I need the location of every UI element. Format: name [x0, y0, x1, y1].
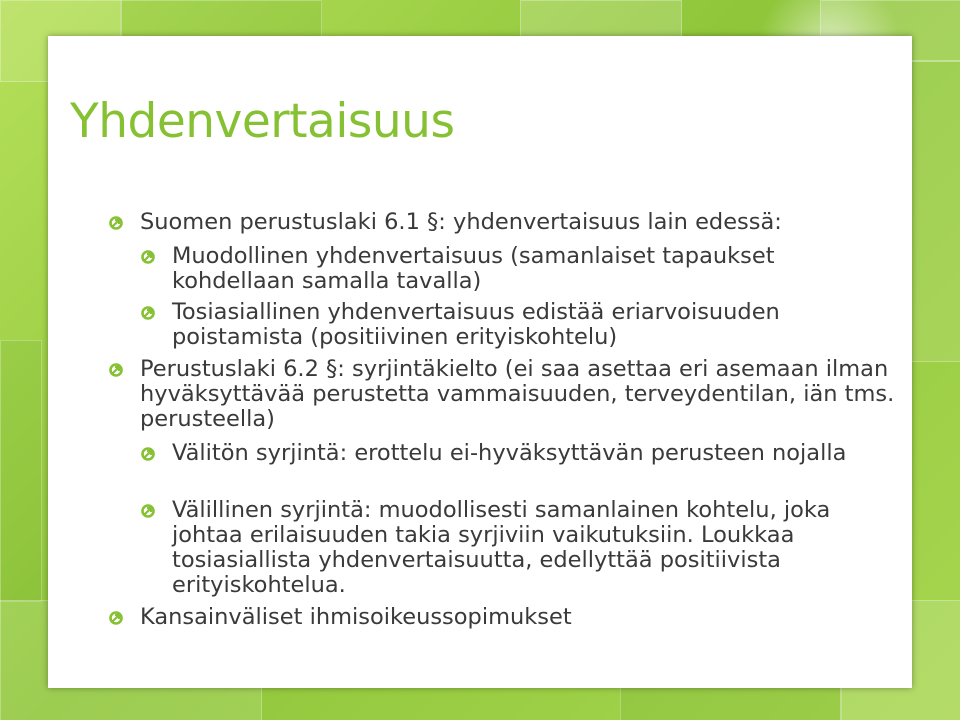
bullet-text: Kansainväliset ihmisoikeussopimukset [140, 604, 572, 630]
radial-arrow-icon [140, 246, 158, 268]
radial-arrow-icon [108, 359, 126, 381]
bullet-text: Perustuslaki 6.2 §: syrjintäkielto (ei saa asettaa eri asemaan ilman hyväksyttävää perustetta vammaisuuden, terveydentilan, iän tms. perusteella) [140, 356, 895, 432]
bullet-text: Tosiasiallinen yhdenvertaisuus edistää eriarvoisuuden poistamista (positiivinen erityiskohtelu) [172, 299, 780, 350]
bullet-text: Muodollinen yhdenvertaisuus (samanlaiset tapaukset kohdellaan samalla tavalla) [172, 243, 775, 294]
bullet-text: Välitön syrjintä: erottelu ei-hyväksyttävän perusteen nojalla [172, 440, 847, 466]
radial-arrow-icon [108, 607, 126, 629]
slide-title: Yhdenvertaisuus [70, 94, 455, 149]
radial-arrow-icon [140, 302, 158, 324]
radial-arrow-icon [140, 443, 158, 465]
radial-arrow-icon [140, 500, 158, 522]
radial-arrow-icon [108, 212, 126, 234]
bullet-text: Suomen perustuslaki 6.1 §: yhdenvertaisuus lain edessä: [140, 209, 782, 235]
bullet-text: Välillinen syrjintä: muodollisesti samanlainen kohtelu, joka johtaa erilaisuuden takia syrjiviin vaikutuksiin. Loukkaa tosiasiallista yhdenvertaisuutta, edellyttää positiivista erityiskohtelua. [172, 497, 831, 598]
